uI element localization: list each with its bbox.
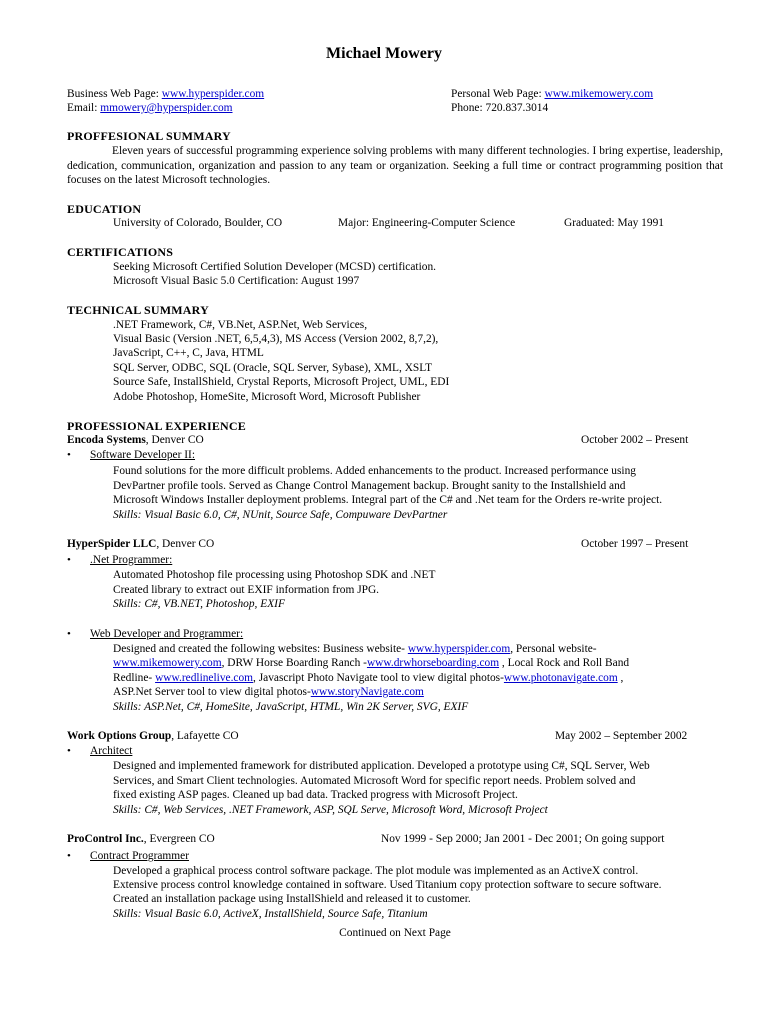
job-role: Contract Programmer — [90, 850, 190, 862]
job-description-line — [113, 671, 623, 686]
company-name: Encoda Systems — [67, 434, 146, 446]
hyperspider-link[interactable]: www.hyperspider.com — [407, 643, 511, 655]
summary-heading: PROFFESIONAL SUMMARY — [67, 129, 231, 143]
job-description-line — [113, 656, 629, 671]
summary-text: Eleven years of successful programming experience solving problems with many different technologies. I bring expertise, leadership, dedication, communication, organization and passion to any team or organization. Seeking a full time or contract programming position that focuses on the latest Microsoft technologies. — [67, 145, 723, 186]
job-description-line: Created library to extract out EXIF information from JPG. — [113, 584, 380, 596]
desc-text: , Local Rock and Roll Band — [499, 657, 630, 669]
desc-text: ASP.Net Server tool to view digital photos- — [113, 686, 311, 698]
certifications-heading: CERTIFICATIONS — [67, 245, 174, 259]
education-graduated: Graduated: May 1991 — [564, 217, 664, 229]
drwhorseboarding-link[interactable]: www.drwhorseboarding.com — [366, 657, 500, 669]
job-description-line: Automated Photoshop file processing using Photoshop SDK and .NET — [113, 569, 436, 581]
job-hyperspider-title — [67, 537, 214, 552]
job-dates: May 2002 – September 2002 — [555, 730, 688, 742]
job-description-line — [113, 642, 597, 657]
business-url-link[interactable]: www.hyperspider.com — [161, 88, 265, 100]
job-skills: Skills: ASP.Net, C#, HomeSite, JavaScript, HTML, Win 2K Server, SVG, EXIF — [113, 701, 469, 713]
job-description-line: Services, and Smart Client technologies. Automated Microsoft Word for specific report needs. Problem solved and — [113, 775, 636, 787]
certification-item: Microsoft Visual Basic 5.0 Certification: August 1997 — [113, 275, 360, 287]
job-role: Software Developer II: — [90, 449, 196, 461]
job-description-line: Designed and implemented framework for distributed application. Developed a prototype using C#, SQL Server, Web — [113, 760, 650, 772]
job-role: .Net Programmer: — [90, 554, 173, 566]
company-location: , Lafayette CO — [171, 730, 239, 742]
personal-label: Personal Web Page: — [451, 88, 542, 100]
desc-text: , — [617, 672, 624, 684]
job-procontrol-title — [67, 832, 215, 847]
mikemowery-link[interactable]: www.mikemowery.com — [113, 657, 222, 669]
desc-text: , Javascript Photo Navigate tool to view digital photos- — [253, 672, 504, 684]
company-location: , Denver CO — [145, 434, 204, 446]
job-dates: Nov 1999 - Sep 2000; Jan 2001 - Dec 2001; On going support — [381, 833, 665, 845]
job-description-line: Developed a graphical process control software package. The plot module was implemented as an ActiveX control. — [113, 865, 639, 877]
education-heading: EDUCATION — [67, 202, 142, 216]
job-role: Architect — [90, 745, 133, 757]
desc-text: Designed and created the following websites: Business website- — [113, 643, 408, 655]
resume-name: Michael Mowery — [326, 45, 442, 62]
email-label: Email: — [67, 102, 98, 114]
job-description-line: Extensive process control knowledge contained in software. Used Titanium copy protection software to secure software. — [113, 879, 662, 891]
technical-item: JavaScript, C++, C, Java, HTML — [113, 347, 264, 359]
job-role: Web Developer and Programmer: — [90, 628, 244, 640]
technical-heading: TECHNICAL SUMMARY — [67, 303, 209, 317]
redlinelive-link[interactable]: www.redlinelive.com — [155, 672, 254, 684]
phone-label: Phone: — [451, 102, 483, 114]
job-skills: Skills: C#, VB.NET, Photoshop, EXIF — [113, 598, 285, 610]
education-school: University of Colorado, Boulder, CO — [113, 217, 283, 229]
job-encoda-title — [67, 433, 204, 448]
desc-text: Redline- — [113, 672, 156, 684]
phone-line — [451, 101, 548, 116]
bullet-icon: • — [67, 554, 71, 566]
job-description-line — [113, 685, 424, 700]
job-workoptions-title — [67, 729, 239, 744]
certification-item: Seeking Microsoft Certified Solution Developer (MCSD) certification. — [113, 261, 436, 273]
job-dates: October 2002 – Present — [581, 434, 689, 446]
technical-item: .NET Framework, C#, VB.Net, ASP.Net, Web Services, — [113, 319, 368, 331]
business-web-page — [67, 87, 264, 102]
technical-item: SQL Server, ODBC, SQL (Oracle, SQL Server, Sybase), XML, XSLT — [113, 362, 433, 374]
education-major: Major: Engineering-Computer Science — [338, 217, 516, 229]
bullet-icon: • — [67, 745, 71, 757]
job-skills: Skills: Visual Basic 6.0, ActiveX, InstallShield, Source Safe, Titanium — [113, 908, 428, 920]
company-location: , Evergreen CO — [143, 833, 215, 845]
storynavigate-link[interactable]: www.storyNavigate.com — [310, 686, 424, 698]
bullet-icon: • — [67, 628, 71, 640]
job-description-line: DevPartner profile tools. Served as Change Control Management backup. Brought sanity to the Installshield and — [113, 480, 626, 492]
technical-item: Source Safe, InstallShield, Crystal Reports, Microsoft Project, UML, EDI — [113, 376, 450, 388]
job-skills: Skills: C#, Web Services, .NET Framework, ASP, SQL Serve, Microsoft Word, Microsoft Project — [113, 804, 548, 816]
bullet-icon: • — [67, 449, 71, 461]
desc-text: , Personal website- — [510, 643, 597, 655]
experience-heading: PROFESSIONAL EXPERIENCE — [67, 419, 246, 433]
job-description-line: Microsoft Windows Installer deployment problems. Integral part of the C# and .Net team for the Orders re-write project. — [113, 494, 663, 506]
company-name: ProControl Inc. — [67, 833, 144, 845]
email-line — [67, 101, 233, 116]
technical-item: Adobe Photoshop, HomeSite, Microsoft Word, Microsoft Publisher — [113, 391, 421, 403]
phone-number: 720.837.3014 — [485, 102, 549, 114]
company-name: HyperSpider LLC — [67, 538, 157, 550]
personal-url-link[interactable]: www.mikemowery.com — [544, 88, 654, 100]
continued-footer: Continued on Next Page — [339, 927, 451, 939]
job-description-line: fixed existing ASP pages. Cleaned up bad data. Tracked progress with Microsoft Project. — [113, 789, 518, 801]
personal-web-page — [451, 87, 653, 102]
job-dates: October 1997 – Present — [581, 538, 689, 550]
photonavigate-link[interactable]: www.photonavigate.com — [503, 672, 618, 684]
job-description-line: Found solutions for the more difficult problems. Added enhancements to the product. Increased performance using — [113, 465, 636, 477]
email-link[interactable]: mmowery@hyperspider.com — [100, 102, 233, 114]
company-name: Work Options Group — [67, 730, 172, 742]
business-label: Business Web Page: — [67, 88, 159, 100]
job-skills: Skills: Visual Basic 6.0, C#, NUnit, Source Safe, Compuware DevPartner — [113, 509, 448, 521]
desc-text: , DRW Horse Boarding Ranch - — [221, 657, 367, 669]
bullet-icon: • — [67, 850, 71, 862]
technical-item: Visual Basic (Version .NET, 6,5,4,3), MS Access (Version 2002, 8,7,2), — [113, 333, 439, 345]
job-description-line: Created an installation package using InstallShield and released it to customer. — [113, 893, 471, 905]
company-location: , Denver CO — [156, 538, 215, 550]
